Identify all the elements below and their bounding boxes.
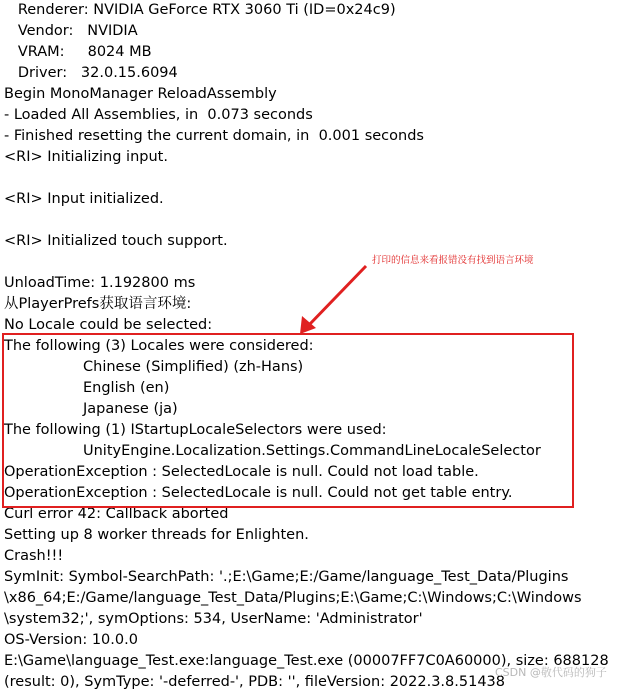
log-line: VRAM: 8024 MB	[4, 44, 152, 60]
log-line: 从PlayerPrefs获取语言环境:	[4, 296, 192, 312]
log-line: UnityEngine.Localization.Settings.CommandLineLocaleSelector	[83, 443, 541, 459]
log-line: Setting up 8 worker threads for Enlighten.	[4, 527, 309, 543]
log-line: SymInit: Symbol-SearchPath: '.;E:\Game;E:/Game/language_Test_Data/Plugins	[4, 569, 569, 585]
log-line: <RI> Initialized touch support.	[4, 233, 228, 249]
log-line: The following (1) IStartupLocaleSelectors were used:	[4, 422, 387, 438]
log-line: E:\Game\language_Test.exe:language_Test.exe (00007FF7C0A60000), size: 688128	[4, 653, 609, 669]
log-line: Curl error 42: Callback aborted	[4, 506, 229, 522]
log-line: Driver: 32.0.15.6094	[4, 65, 178, 81]
log-line: UnloadTime: 1.192800 ms	[4, 275, 196, 291]
log-line: Begin MonoManager ReloadAssembly	[4, 86, 277, 102]
annotation-note: 打印的信息来看报错没有找到语言环境	[372, 255, 534, 266]
log-line: English (en)	[83, 380, 170, 396]
log-line: <RI> Input initialized.	[4, 191, 164, 207]
watermark: CSDN @敬代码的狗子	[495, 666, 607, 679]
log-line: - Finished resetting the current domain, in 0.001 seconds	[4, 128, 424, 144]
log-line: Chinese (Simplified) (zh-Hans)	[83, 359, 304, 375]
log-line: Vendor: NVIDIA	[4, 23, 138, 39]
log-line: \x86_64;E:/Game/language_Test_Data/Plugins;E:\Game;C:\Windows;C:\Windows	[4, 590, 582, 606]
log-line: \system32;', symOptions: 534, UserName: 'Administrator'	[4, 611, 423, 627]
log-line: Renderer: NVIDIA GeForce RTX 3060 Ti (ID=0x24c9)	[4, 2, 396, 18]
log-line: The following (3) Locales were considered:	[4, 338, 314, 354]
log-line: Japanese (ja)	[83, 401, 178, 417]
log-line: - Loaded All Assemblies, in 0.073 seconds	[4, 107, 313, 123]
log-line: OperationException : SelectedLocale is null. Could not get table entry.	[4, 485, 513, 501]
log-line: OS-Version: 10.0.0	[4, 632, 138, 648]
log-line: No Locale could be selected:	[4, 317, 213, 333]
log-line: OperationException : SelectedLocale is null. Could not load table.	[4, 464, 479, 480]
log-line: (result: 0), SymType: '-deferred-', PDB: '', fileVersion: 2022.3.8.51438	[4, 674, 506, 690]
log-line: <RI> Initializing input.	[4, 149, 168, 165]
log-line: Crash!!!	[4, 548, 64, 564]
